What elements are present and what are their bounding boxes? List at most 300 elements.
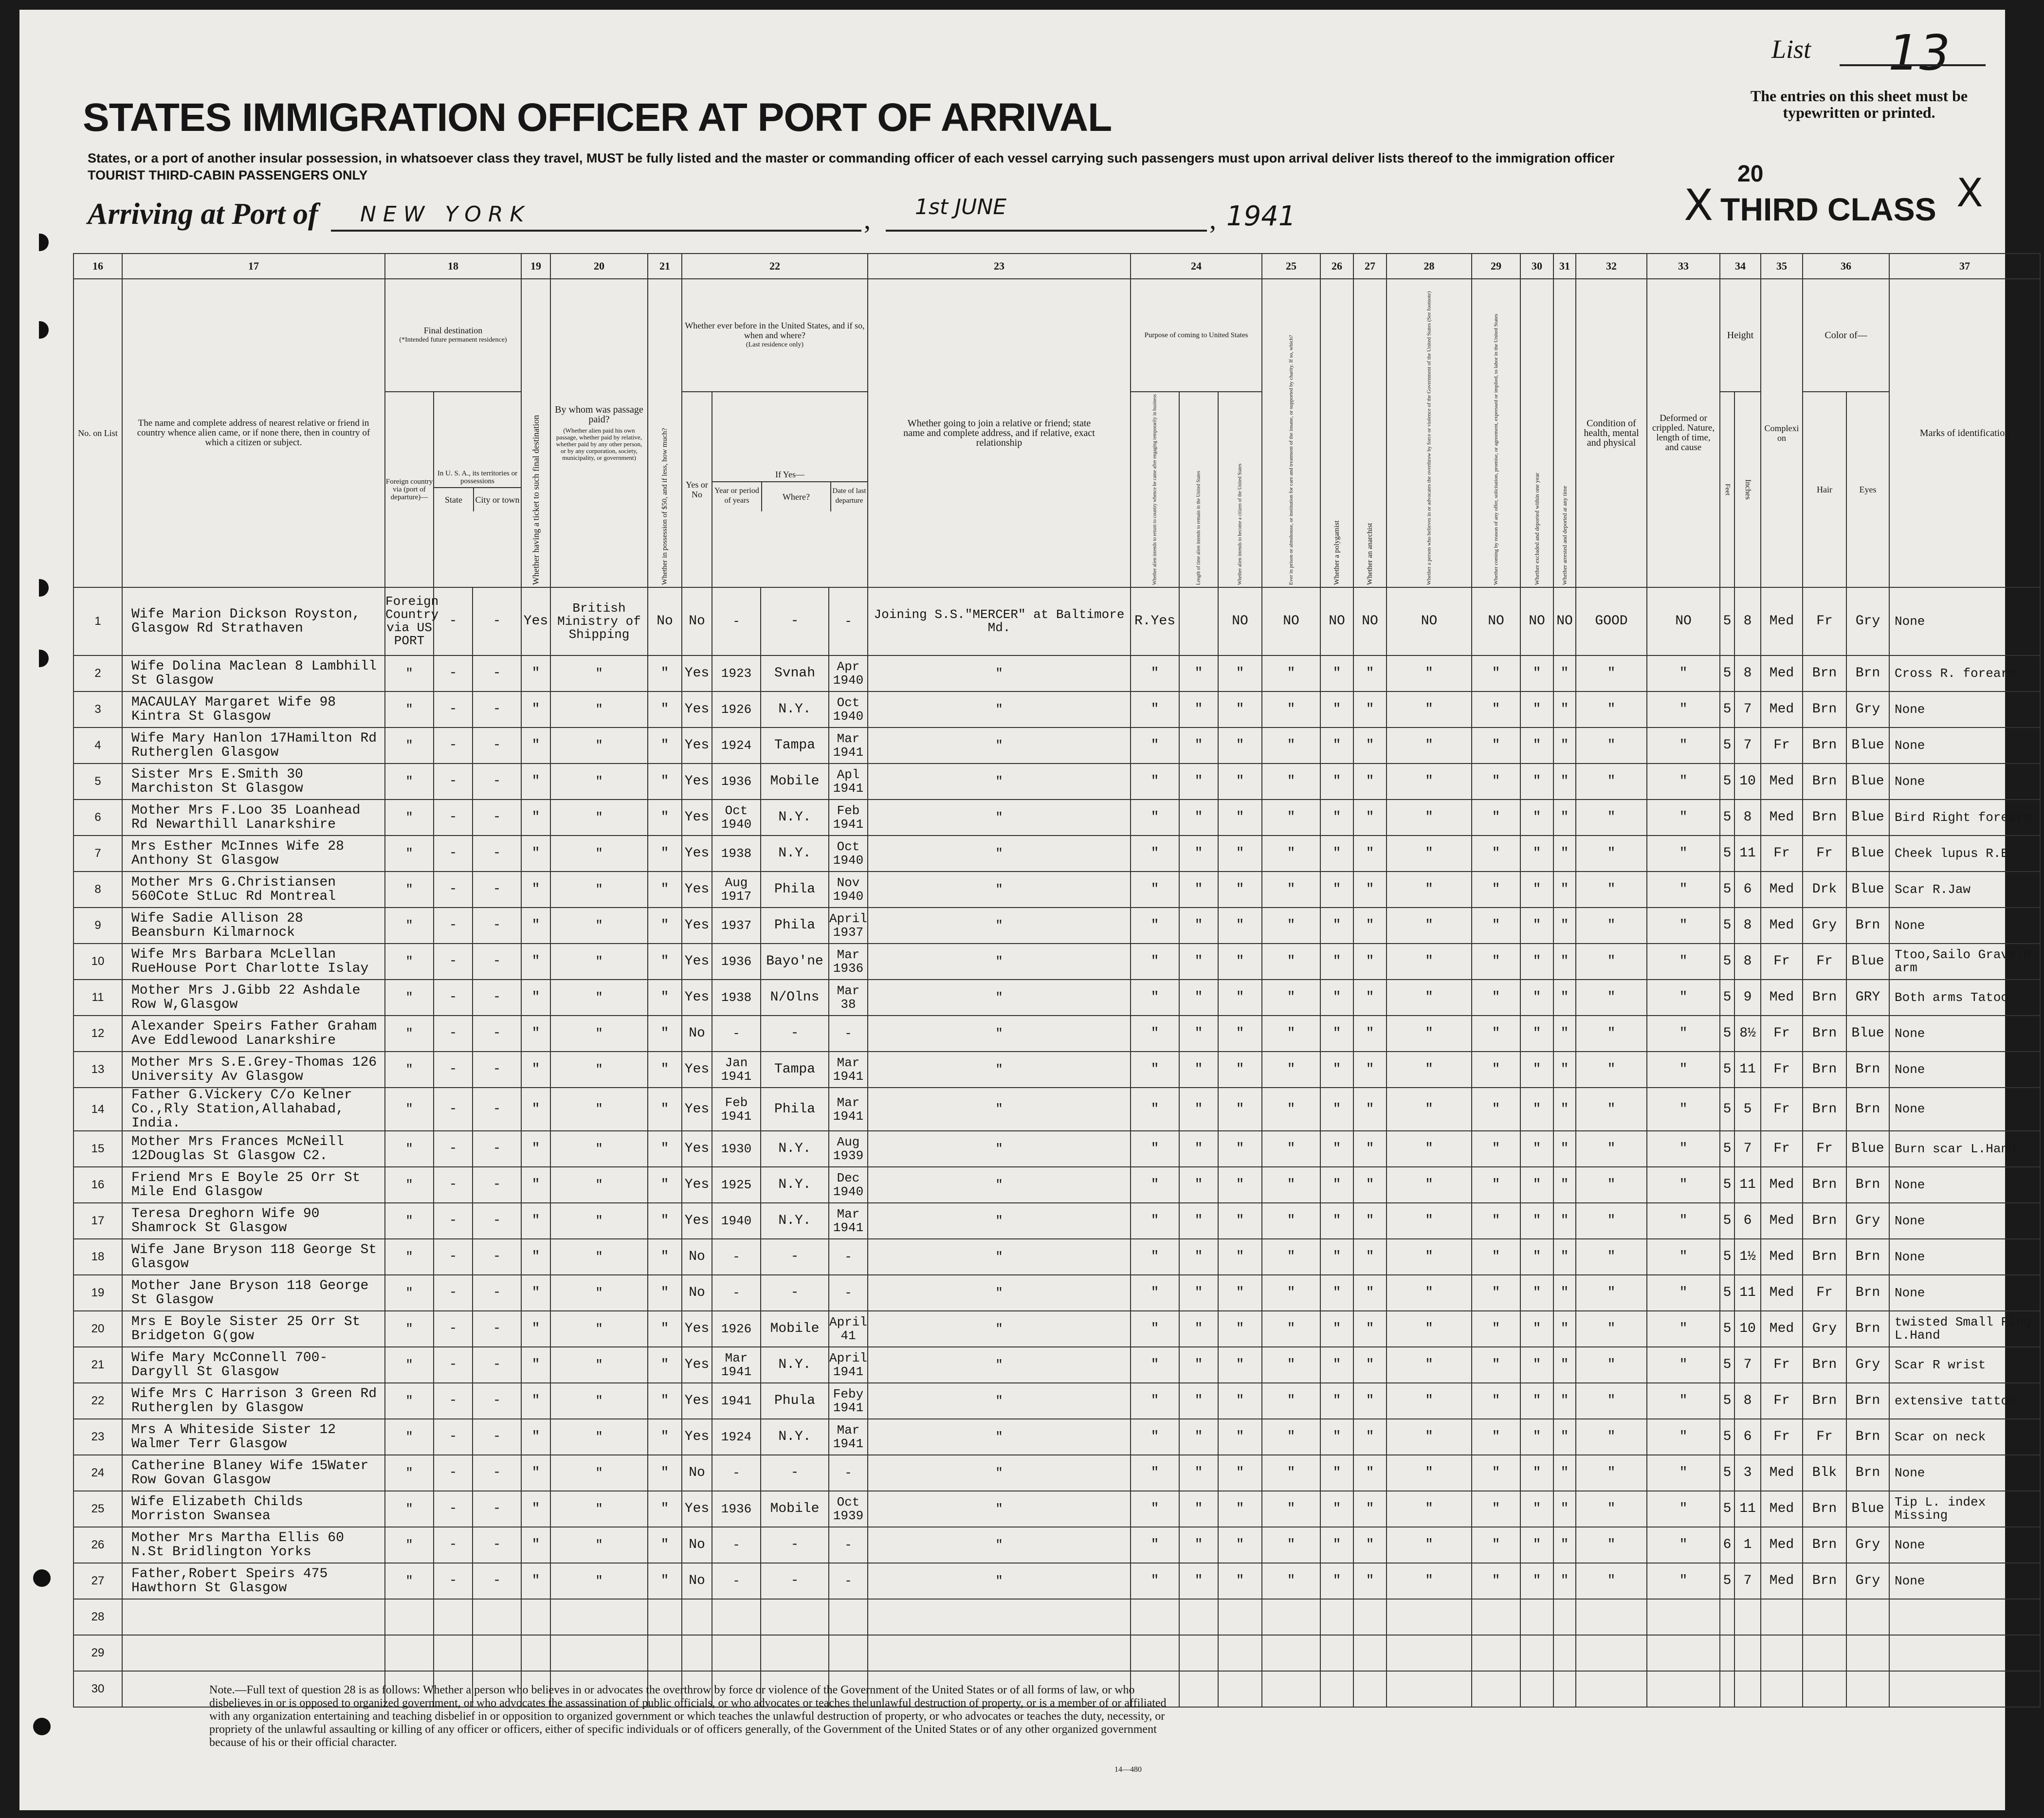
q29-cell: " bbox=[1472, 1383, 1520, 1419]
q29-cell: " bbox=[1472, 1052, 1520, 1088]
purpose-return-cell: " bbox=[1131, 1131, 1179, 1167]
prison-cell: " bbox=[1262, 1131, 1320, 1167]
complexion-cell: Med bbox=[1761, 872, 1803, 908]
height-inches-cell: 11 bbox=[1734, 836, 1761, 872]
hair-cell: Drk bbox=[1803, 872, 1846, 908]
ticket-cell: " bbox=[521, 655, 550, 691]
where-cell: Svnah bbox=[761, 655, 829, 691]
ticket-cell: " bbox=[521, 1527, 550, 1563]
height-feet-cell: 5 bbox=[1720, 944, 1734, 980]
state-cell: - bbox=[434, 1131, 473, 1167]
complexion-cell: Med bbox=[1761, 800, 1803, 836]
header-polygamist: Whether a polygamist bbox=[1320, 279, 1353, 587]
q29-cell bbox=[1472, 1599, 1520, 1635]
marks-cell: None bbox=[1889, 1239, 2040, 1275]
header-q28: Whether a person who believes in or advocates the overthrow by force or violence of the Government of the United States (See footnote) bbox=[1387, 279, 1472, 587]
q29-cell: " bbox=[1472, 800, 1520, 836]
been-before-cell: Yes bbox=[682, 1203, 712, 1239]
purpose-citizen-cell: " bbox=[1218, 691, 1262, 727]
q30-cell: " bbox=[1520, 836, 1553, 872]
purpose-length-cell: " bbox=[1179, 1563, 1218, 1599]
date-value: 1st JUNE bbox=[915, 195, 1007, 219]
q31-cell: " bbox=[1553, 1419, 1576, 1455]
height-inches-cell: 7 bbox=[1734, 727, 1761, 764]
q29-cell: " bbox=[1472, 1239, 1520, 1275]
anarchist-cell: " bbox=[1353, 1088, 1387, 1131]
state-cell: - bbox=[434, 944, 473, 980]
polygamist-cell: " bbox=[1320, 872, 1353, 908]
departure-date-cell: Apl 1941 bbox=[829, 764, 868, 800]
state-cell: - bbox=[434, 1419, 473, 1455]
relative-cell: Teresa Dreghorn Wife 90 Shamrock St Glasgow bbox=[122, 1203, 385, 1239]
header-foreign-country: Foreign country via (port of departure)— bbox=[385, 392, 434, 587]
year-cell: - bbox=[712, 1527, 761, 1563]
anarchist-cell bbox=[1353, 1599, 1387, 1635]
eyes-cell: Brn bbox=[1846, 655, 1889, 691]
row-number: 8 bbox=[73, 872, 122, 908]
possession-cell: " bbox=[648, 836, 682, 872]
height-inches-cell: 7 bbox=[1734, 1131, 1761, 1167]
possession-cell: " bbox=[648, 1419, 682, 1455]
departure-date-cell bbox=[829, 1599, 868, 1635]
marks-cell: Both arms Tatoo bbox=[1889, 980, 2040, 1016]
departure-date-cell: Aug 1939 bbox=[829, 1131, 868, 1167]
q28-cell bbox=[1387, 1671, 1472, 1707]
height-feet-cell: 5 bbox=[1720, 1311, 1734, 1347]
header-feet: Feet bbox=[1720, 392, 1734, 587]
col-number: 19 bbox=[521, 254, 550, 279]
state-cell: - bbox=[434, 1203, 473, 1239]
prison-cell: " bbox=[1262, 691, 1320, 727]
purpose-citizen-cell bbox=[1218, 1635, 1262, 1671]
paid-by-cell: " bbox=[550, 691, 648, 727]
paid-by-cell: " bbox=[550, 764, 648, 800]
city-cell: - bbox=[473, 1347, 521, 1383]
eyes-cell: Gry bbox=[1846, 691, 1889, 727]
col-number: 28 bbox=[1387, 254, 1472, 279]
purpose-length-cell: " bbox=[1179, 1167, 1218, 1203]
state-cell bbox=[434, 1599, 473, 1635]
deformed-cell bbox=[1647, 1635, 1720, 1671]
height-inches-cell: 1 bbox=[1734, 1527, 1761, 1563]
city-cell: - bbox=[473, 1455, 521, 1491]
height-inches-cell: 11 bbox=[1734, 1275, 1761, 1311]
ticket-cell: " bbox=[521, 1491, 550, 1527]
year-cell: 1936 bbox=[712, 1491, 761, 1527]
hair-cell: Brn bbox=[1803, 800, 1846, 836]
foreign-country-cell: " bbox=[385, 691, 434, 727]
relative-cell: Wife Sadie Allison 28 Beansburn Kilmarnock bbox=[122, 908, 385, 944]
eyes-cell: Brn bbox=[1846, 1455, 1889, 1491]
header-possession-50: Whether in possession of $50, and if less, how much? bbox=[648, 279, 682, 587]
year-cell: 1938 bbox=[712, 980, 761, 1016]
deformed-cell: " bbox=[1647, 1239, 1720, 1275]
complexion-cell bbox=[1761, 1671, 1803, 1707]
relative-cell: Mother Mrs G.Christiansen 560Cote StLuc Rd Montreal bbox=[122, 872, 385, 908]
purpose-return-cell: " bbox=[1131, 1491, 1179, 1527]
state-cell: - bbox=[434, 1167, 473, 1203]
state-cell: - bbox=[434, 980, 473, 1016]
binder-hole bbox=[33, 1569, 51, 1587]
paid-by-cell: " bbox=[550, 655, 648, 691]
marks-cell: None bbox=[1889, 1203, 2040, 1239]
header-date-departure: Date of last departure bbox=[832, 487, 866, 505]
port-underline bbox=[331, 230, 861, 232]
marks-cell: None bbox=[1889, 1016, 2040, 1052]
q30-cell: " bbox=[1520, 727, 1553, 764]
purpose-length-cell: " bbox=[1179, 908, 1218, 944]
year-cell: 1941 bbox=[712, 1383, 761, 1419]
table-row bbox=[73, 1563, 2040, 1599]
health-cell: GOOD bbox=[1576, 587, 1647, 655]
purpose-return-cell bbox=[1131, 1635, 1179, 1671]
q31-cell: " bbox=[1553, 1455, 1576, 1491]
state-cell: - bbox=[434, 836, 473, 872]
list-number: 13 bbox=[1888, 24, 1951, 81]
header-if-yes-split bbox=[712, 482, 867, 511]
purpose-citizen-cell: " bbox=[1218, 764, 1262, 800]
purpose-length-cell: " bbox=[1179, 1347, 1218, 1383]
foreign-country-cell bbox=[385, 1635, 434, 1671]
purpose-citizen-cell: " bbox=[1218, 1455, 1262, 1491]
ticket-cell: " bbox=[521, 1455, 550, 1491]
deformed-cell: " bbox=[1647, 1491, 1720, 1527]
paid-by-cell: " bbox=[550, 1239, 648, 1275]
health-cell: " bbox=[1576, 1383, 1647, 1419]
complexion-cell bbox=[1761, 1635, 1803, 1671]
table-row bbox=[73, 944, 2040, 980]
state-cell: - bbox=[434, 1311, 473, 1347]
prison-cell: " bbox=[1262, 836, 1320, 872]
eyes-cell: Brn bbox=[1846, 908, 1889, 944]
relative-cell: Father G.Vickery C/o Kelner Co.,Rly Station,Allahabad, India. bbox=[122, 1088, 385, 1131]
joining-cell: " bbox=[868, 1131, 1131, 1167]
been-before-cell: Yes bbox=[682, 1131, 712, 1167]
purpose-citizen-cell: " bbox=[1218, 1347, 1262, 1383]
col-number: 18 bbox=[385, 254, 521, 279]
year-cell: - bbox=[712, 1455, 761, 1491]
table-row bbox=[73, 691, 2040, 727]
city-cell: - bbox=[473, 1311, 521, 1347]
q28-cell: " bbox=[1387, 727, 1472, 764]
health-cell: " bbox=[1576, 691, 1647, 727]
q30-cell: " bbox=[1520, 1419, 1553, 1455]
ticket-cell: " bbox=[521, 908, 550, 944]
state-cell: - bbox=[434, 691, 473, 727]
prison-cell: " bbox=[1262, 1016, 1320, 1052]
hair-cell: Blk bbox=[1803, 1455, 1846, 1491]
foreign-country-cell: " bbox=[385, 764, 434, 800]
anarchist-cell: " bbox=[1353, 1347, 1387, 1383]
eyes-cell: Brn bbox=[1846, 1311, 1889, 1347]
manifest-table bbox=[73, 253, 2041, 1708]
purpose-return-cell: " bbox=[1131, 727, 1179, 764]
joining-cell: " bbox=[868, 727, 1131, 764]
q30-cell: " bbox=[1520, 764, 1553, 800]
eyes-cell: Blue bbox=[1846, 764, 1889, 800]
paid-by-cell: " bbox=[550, 1563, 648, 1599]
eyes-cell: Blue bbox=[1846, 727, 1889, 764]
where-cell: - bbox=[761, 1275, 829, 1311]
purpose-return-cell: " bbox=[1131, 1167, 1179, 1203]
purpose-length-cell: " bbox=[1179, 1491, 1218, 1527]
q31-cell: " bbox=[1553, 800, 1576, 836]
polygamist-cell: " bbox=[1320, 1419, 1353, 1455]
row-number: 5 bbox=[73, 764, 122, 800]
header-year-period: Year or period of years bbox=[712, 482, 762, 511]
hair-cell: Gry bbox=[1803, 908, 1846, 944]
table-row bbox=[73, 1052, 2040, 1088]
q28-cell: " bbox=[1387, 764, 1472, 800]
row-number: 29 bbox=[73, 1635, 122, 1671]
header-hair: Hair bbox=[1803, 392, 1846, 587]
possession-cell: " bbox=[648, 1131, 682, 1167]
header-paid-by-note: (Whether alien paid his own passage, whether paid by relative, whether paid by any other person, or by any corporation, society, municipality, or government) bbox=[556, 427, 642, 462]
departure-date-cell: Feb 1941 bbox=[829, 800, 868, 836]
q31-cell: " bbox=[1553, 980, 1576, 1016]
prison-cell: " bbox=[1262, 655, 1320, 691]
polygamist-cell: " bbox=[1320, 1527, 1353, 1563]
header-ticket: Whether having a ticket to such final destination bbox=[521, 279, 550, 587]
deformed-cell: " bbox=[1647, 980, 1720, 1016]
purpose-return-cell: " bbox=[1131, 1088, 1179, 1131]
relative-cell: Catherine Blaney Wife 15Water Row Govan Glasgow bbox=[122, 1455, 385, 1491]
possession-cell: " bbox=[648, 800, 682, 836]
city-cell: - bbox=[473, 1131, 521, 1167]
city-cell: - bbox=[473, 944, 521, 980]
anarchist-cell: " bbox=[1353, 1131, 1387, 1167]
purpose-length-cell bbox=[1179, 1599, 1218, 1635]
header-q31: Whether arrested and deported at any time bbox=[1553, 279, 1576, 587]
relative-cell: Mother Mrs J.Gibb 22 Ashdale Row W,Glasgow bbox=[122, 980, 385, 1016]
city-cell: - bbox=[473, 1203, 521, 1239]
complexion-cell: Fr bbox=[1761, 1016, 1803, 1052]
ticket-cell: " bbox=[521, 1563, 550, 1599]
purpose-citizen-cell: " bbox=[1218, 980, 1262, 1016]
foreign-country-cell: " bbox=[385, 1052, 434, 1088]
ticket-cell: Yes bbox=[521, 587, 550, 655]
purpose-return-cell: " bbox=[1131, 764, 1179, 800]
port-value: NEW YORK bbox=[360, 202, 531, 227]
relative-cell: Mrs Esther McInnes Wife 28 Anthony St Glasgow bbox=[122, 836, 385, 872]
joining-cell: " bbox=[868, 764, 1131, 800]
table-row bbox=[73, 1347, 2040, 1383]
polygamist-cell: " bbox=[1320, 1203, 1353, 1239]
q29-cell: " bbox=[1472, 1347, 1520, 1383]
marks-cell bbox=[1889, 1671, 2040, 1707]
header-in-usa-label: In U. S. A., its territories or possessions bbox=[434, 468, 521, 488]
row-number: 3 bbox=[73, 691, 122, 727]
marks-cell: None bbox=[1889, 908, 2040, 944]
col-number: 27 bbox=[1353, 254, 1387, 279]
foreign-country-cell: " bbox=[385, 1347, 434, 1383]
departure-date-cell: April 1941 bbox=[829, 1347, 868, 1383]
q28-cell: " bbox=[1387, 1527, 1472, 1563]
marks-cell: None bbox=[1889, 1088, 2040, 1131]
row-number: 13 bbox=[73, 1052, 122, 1088]
hair-cell: Fr bbox=[1803, 836, 1846, 872]
possession-cell: " bbox=[648, 1088, 682, 1131]
purpose-length-cell: " bbox=[1179, 1275, 1218, 1311]
binder-hole bbox=[33, 1718, 51, 1735]
prison-cell: " bbox=[1262, 1563, 1320, 1599]
where-cell: N.Y. bbox=[761, 1347, 829, 1383]
departure-date-cell: Nov 1940 bbox=[829, 872, 868, 908]
where-cell: N.Y. bbox=[761, 1167, 829, 1203]
purpose-citizen-cell: " bbox=[1218, 1088, 1262, 1131]
prison-cell: " bbox=[1262, 872, 1320, 908]
where-cell: N.Y. bbox=[761, 1419, 829, 1455]
foreign-country-cell: " bbox=[385, 872, 434, 908]
table-row bbox=[73, 1599, 2040, 1635]
anarchist-cell: " bbox=[1353, 1052, 1387, 1088]
possession-cell: " bbox=[648, 1491, 682, 1527]
purpose-length-cell: " bbox=[1179, 1016, 1218, 1052]
state-cell: - bbox=[434, 1383, 473, 1419]
col-number: 30 bbox=[1520, 254, 1553, 279]
joining-cell: " bbox=[868, 1016, 1131, 1052]
q28-cell: " bbox=[1387, 1311, 1472, 1347]
complexion-cell bbox=[1761, 1599, 1803, 1635]
prison-cell: " bbox=[1262, 1203, 1320, 1239]
complexion-cell: Med bbox=[1761, 1491, 1803, 1527]
foreign-country-cell: " bbox=[385, 1527, 434, 1563]
col-number: 29 bbox=[1472, 254, 1520, 279]
eyes-cell: Blue bbox=[1846, 1016, 1889, 1052]
header-if-yes-label: If Yes— bbox=[712, 468, 867, 482]
health-cell: " bbox=[1576, 836, 1647, 872]
paid-by-cell: " bbox=[550, 1455, 648, 1491]
col-number: 34 bbox=[1720, 254, 1761, 279]
relative-cell: Mother Mrs F.Loo 35 Loanhead Rd Newarthill Lanarkshire bbox=[122, 800, 385, 836]
binder-hole bbox=[39, 650, 49, 667]
q31-cell bbox=[1553, 1599, 1576, 1635]
city-cell: - bbox=[473, 1491, 521, 1527]
purpose-return-cell: " bbox=[1131, 691, 1179, 727]
q28-cell: " bbox=[1387, 1203, 1472, 1239]
deformed-cell: " bbox=[1647, 836, 1720, 872]
col-number: 35 bbox=[1761, 254, 1803, 279]
been-before-cell: Yes bbox=[682, 800, 712, 836]
q29-cell: " bbox=[1472, 908, 1520, 944]
state-cell: - bbox=[434, 908, 473, 944]
departure-date-cell: Mar 38 bbox=[829, 980, 868, 1016]
hair-cell: Brn bbox=[1803, 1527, 1846, 1563]
header-state: State bbox=[434, 488, 474, 511]
where-cell: N/Olns bbox=[761, 980, 829, 1016]
polygamist-cell: " bbox=[1320, 1563, 1353, 1599]
anarchist-cell: " bbox=[1353, 655, 1387, 691]
state-cell: - bbox=[434, 587, 473, 655]
q31-cell: " bbox=[1553, 691, 1576, 727]
purpose-citizen-cell: " bbox=[1218, 1383, 1262, 1419]
anarchist-cell: " bbox=[1353, 1455, 1387, 1491]
paid-by-cell: " bbox=[550, 800, 648, 836]
health-cell bbox=[1576, 1599, 1647, 1635]
header-purpose-b: Length of time alien intends to remain in the United States bbox=[1179, 392, 1218, 587]
marks-cell: Scar R wrist bbox=[1889, 1347, 2040, 1383]
health-cell: " bbox=[1576, 944, 1647, 980]
hair-cell: Brn bbox=[1803, 764, 1846, 800]
paid-by-cell: " bbox=[550, 1347, 648, 1383]
eyes-cell: Brn bbox=[1846, 1052, 1889, 1088]
table-row bbox=[73, 1203, 2040, 1239]
been-before-cell: No bbox=[682, 1239, 712, 1275]
joining-cell: " bbox=[868, 980, 1131, 1016]
polygamist-cell: " bbox=[1320, 908, 1353, 944]
purpose-return-cell: " bbox=[1131, 1203, 1179, 1239]
height-inches-cell: 8 bbox=[1734, 587, 1761, 655]
prison-cell: " bbox=[1262, 1088, 1320, 1131]
marks-cell: Scar on neck bbox=[1889, 1419, 2040, 1455]
deformed-cell: " bbox=[1647, 1203, 1720, 1239]
hair-cell: Fr bbox=[1803, 1275, 1846, 1311]
purpose-length-cell: " bbox=[1179, 944, 1218, 980]
purpose-citizen-cell bbox=[1218, 1599, 1262, 1635]
joining-cell: " bbox=[868, 836, 1131, 872]
binder-hole bbox=[39, 579, 49, 597]
city-cell: - bbox=[473, 800, 521, 836]
height-inches-cell: 7 bbox=[1734, 691, 1761, 727]
purpose-citizen-cell: " bbox=[1218, 908, 1262, 944]
row-number: 17 bbox=[73, 1203, 122, 1239]
purpose-citizen-cell: " bbox=[1218, 655, 1262, 691]
eyes-cell: Gry bbox=[1846, 1527, 1889, 1563]
header-no-on-list: No. on List bbox=[73, 279, 122, 587]
purpose-citizen-cell: " bbox=[1218, 1239, 1262, 1275]
height-feet-cell: 5 bbox=[1720, 1383, 1734, 1419]
q28-cell: " bbox=[1387, 1419, 1472, 1455]
eyes-cell: Blue bbox=[1846, 1131, 1889, 1167]
possession-cell: " bbox=[648, 1311, 682, 1347]
purpose-citizen-cell bbox=[1218, 1671, 1262, 1707]
marks-cell: None bbox=[1889, 1563, 2040, 1599]
q31-cell bbox=[1553, 1635, 1576, 1671]
where-cell: - bbox=[761, 1239, 829, 1275]
header-in-usa bbox=[434, 392, 521, 587]
been-before-cell: No bbox=[682, 1527, 712, 1563]
row-number: 19 bbox=[73, 1275, 122, 1311]
polygamist-cell: " bbox=[1320, 1131, 1353, 1167]
entries-note: The entries on this sheet must be typewritten or printed. bbox=[1750, 87, 1968, 121]
binder-hole bbox=[39, 234, 49, 251]
been-before-cell bbox=[682, 1635, 712, 1671]
table-row bbox=[73, 655, 2040, 691]
paid-by-cell: " bbox=[550, 1491, 648, 1527]
q28-cell: " bbox=[1387, 1275, 1472, 1311]
row-number: 12 bbox=[73, 1016, 122, 1052]
height-inches-cell: 8 bbox=[1734, 655, 1761, 691]
prison-cell: " bbox=[1262, 1527, 1320, 1563]
header-purpose-c: Whether alien intends to become a citizen of the United States bbox=[1218, 392, 1262, 587]
q29-cell: " bbox=[1472, 1088, 1520, 1131]
height-feet-cell: 5 bbox=[1720, 1347, 1734, 1383]
q29-cell: " bbox=[1472, 691, 1520, 727]
height-inches-cell bbox=[1734, 1671, 1761, 1707]
manifest-rows bbox=[73, 587, 2040, 1707]
q31-cell: " bbox=[1553, 908, 1576, 944]
form-number: 14—480 bbox=[1114, 1765, 1142, 1774]
health-cell bbox=[1576, 1635, 1647, 1671]
possession-cell bbox=[648, 1599, 682, 1635]
q29-cell: " bbox=[1472, 980, 1520, 1016]
header-city: City or town bbox=[475, 495, 520, 505]
state-cell: - bbox=[434, 1239, 473, 1275]
deformed-cell: " bbox=[1647, 872, 1720, 908]
deformed-cell: " bbox=[1647, 1167, 1720, 1203]
joining-cell: " bbox=[868, 1203, 1131, 1239]
eyes-cell: Blue bbox=[1846, 836, 1889, 872]
